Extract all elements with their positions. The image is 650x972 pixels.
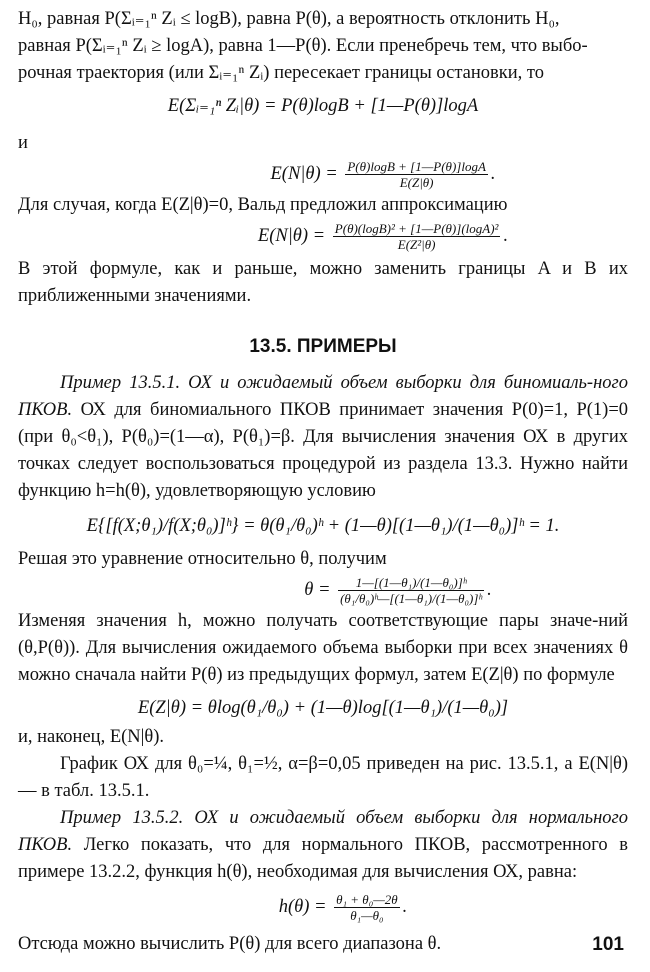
paragraph-finally: и, наконец, E(N|θ). [18,727,164,747]
p1-line-1: H₀, равная P(Σᵢ₌₁ⁿ Zᵢ ≤ logB), равна P(θ), а вероятность отклонить H₀, [18,9,560,29]
paragraph-solve: Решая это уравнение относительно θ, получим [18,549,387,569]
formula-wald-approx: E(N|θ) = $\frac{\text{P(θ)(logB)² + [1—P(θ)](logA)²}}{\text{E(Z²|θ)}}$ . [257,221,509,252]
fraction-denominator: (θ₁/θ₀)ʰ—[(1—θ₁)/(1—θ₀)]ʰ [340,591,483,606]
fraction-wald [333,221,501,252]
page-number: 101 [592,934,624,955]
fraction-numerator: θ₁ + θ₀—2θ [336,892,398,907]
p1-line-3: рочная траектория (или Σᵢ₌₁ⁿ Zᵢ) пересекает границы остановки, то [18,63,544,83]
formula-expected-n: E(N|θ) = $\frac{P(\theta)\log B + [1—P(\theta)]\log A}{E(Z|\theta)}$ . [270,159,496,190]
formula-h-theta-lhs: h(θ) = [278,896,327,917]
formula-h-condition: E{[f(X;θ₁)/f(X;θ₀)]ʰ} = θ(θ₁/θ₀)ʰ + (1—θ)[(1—θ₁)/(1—θ₀)]ʰ = 1. [86,516,560,536]
paragraph-graph: График ОХ для θ₀=¼, θ₁=½, α=β=0,05 приведен на рис. 13.5.1, а E(N|θ) — в табл. 13.5.1. [18,754,628,801]
paragraph-conclusion: Отсюда можно вычислить P(θ) для всего диапазона θ. [18,934,442,954]
example-1-label: Пример 13.5.1. ОХ и ожидаемый объем выборки для биномиаль-ного ПКОВ. [18,373,628,420]
paragraph-example-2 [18,805,628,886]
formula-theta: θ = $\frac{\text{1—[(1—θ₁)/(1—θ₀)]ʰ}}{\text{(θ₁/θ₀)ʰ—[(1—θ₁)/(1—θ₀)]ʰ}}$ . [304,575,492,606]
p1-line-2: равная P(Σᵢ₌₁ⁿ Zᵢ ≥ logA), равна 1—P(θ). Если пренебречь тем, что выбо- [18,36,588,56]
paragraph-wald: Для случая, когда E(Z|θ)=0, Вальд предложил аппроксимацию [18,195,508,215]
fraction-h-theta [334,892,400,923]
formula-wald-lhs: E(N|θ) = [257,225,326,246]
fraction-denominator: θ₁—θ₀ [350,908,384,923]
conjunction-and: и [18,133,28,153]
fraction-expected-n [345,159,488,190]
paragraph-example-1 [18,370,628,505]
formula-expected-z: E(Z|θ) = θlog(θ₁/θ₀) + (1—θ)log[(1—θ₁)/(1—θ₀)] [137,698,509,718]
section-heading: 13.5. ПРИМЕРЫ [249,336,397,357]
example-2-body: Легко показать, что для нормального ПКОВ, рассмотренного в примере 13.2.2, функция h(θ), необходимая для вычисления ОХ, равна: [18,835,628,882]
fraction-theta [338,575,484,606]
formula-h-theta: h(θ) = $\frac{\text{θ₁ + θ₀—2θ}}{\text{θ₁—θ₀}}$ . [278,892,408,923]
fraction-numerator: P(θ)(logB)² + [1—P(θ)](logA)² [334,221,499,236]
fraction-denominator: E(Z|θ) [399,175,434,190]
formula-expected-sum: E(Σᵢ₌₁ⁿ Zᵢ|θ) = P(θ)logB + [1—P(θ)]logA [167,96,479,116]
page-content [18,6,628,958]
example-1-body: ОХ для биномиального ПКОВ принимает значения P(0)=1, P(1)=0 (при θ₀<θ₁), P(θ₀)=(1—α), P(θ₁)=β. Для вычисления значения ОХ в других точках следует воспользоваться процедурой из раздела 13.3. Нужно найти функцию h=h(θ), удовлетворяющую условию [18,400,629,501]
paragraph-1 [18,6,628,87]
formula-expected-n-lhs: E(N|θ) = [270,163,338,184]
example-2-label: Пример 13.5.2. ОХ и ожидаемый объем выборки для нормального ПКОВ. [18,808,628,855]
formula-theta-lhs: θ = [304,579,331,600]
fraction-numerator: P(θ)logB + [1—P(θ)]logA [347,159,486,174]
paragraph-vary-h: Изменяя значения h, можно получать соответствующие пары значе-ний (θ,P(θ)). Для вычисления ожидаемого объема выборки при всех значениях θ можно сначала найти P(θ) из предыдущих формул, затем E(Z|θ) по формуле [18,611,628,685]
fraction-denominator: E(Z²|θ) [397,237,436,252]
paragraph-boundaries: В этой формуле, как и раньше, можно заменить границы A и B их приближенными значениями. [18,259,628,306]
fraction-numerator: 1—[(1—θ₁)/(1—θ₀)]ʰ [338,575,484,591]
